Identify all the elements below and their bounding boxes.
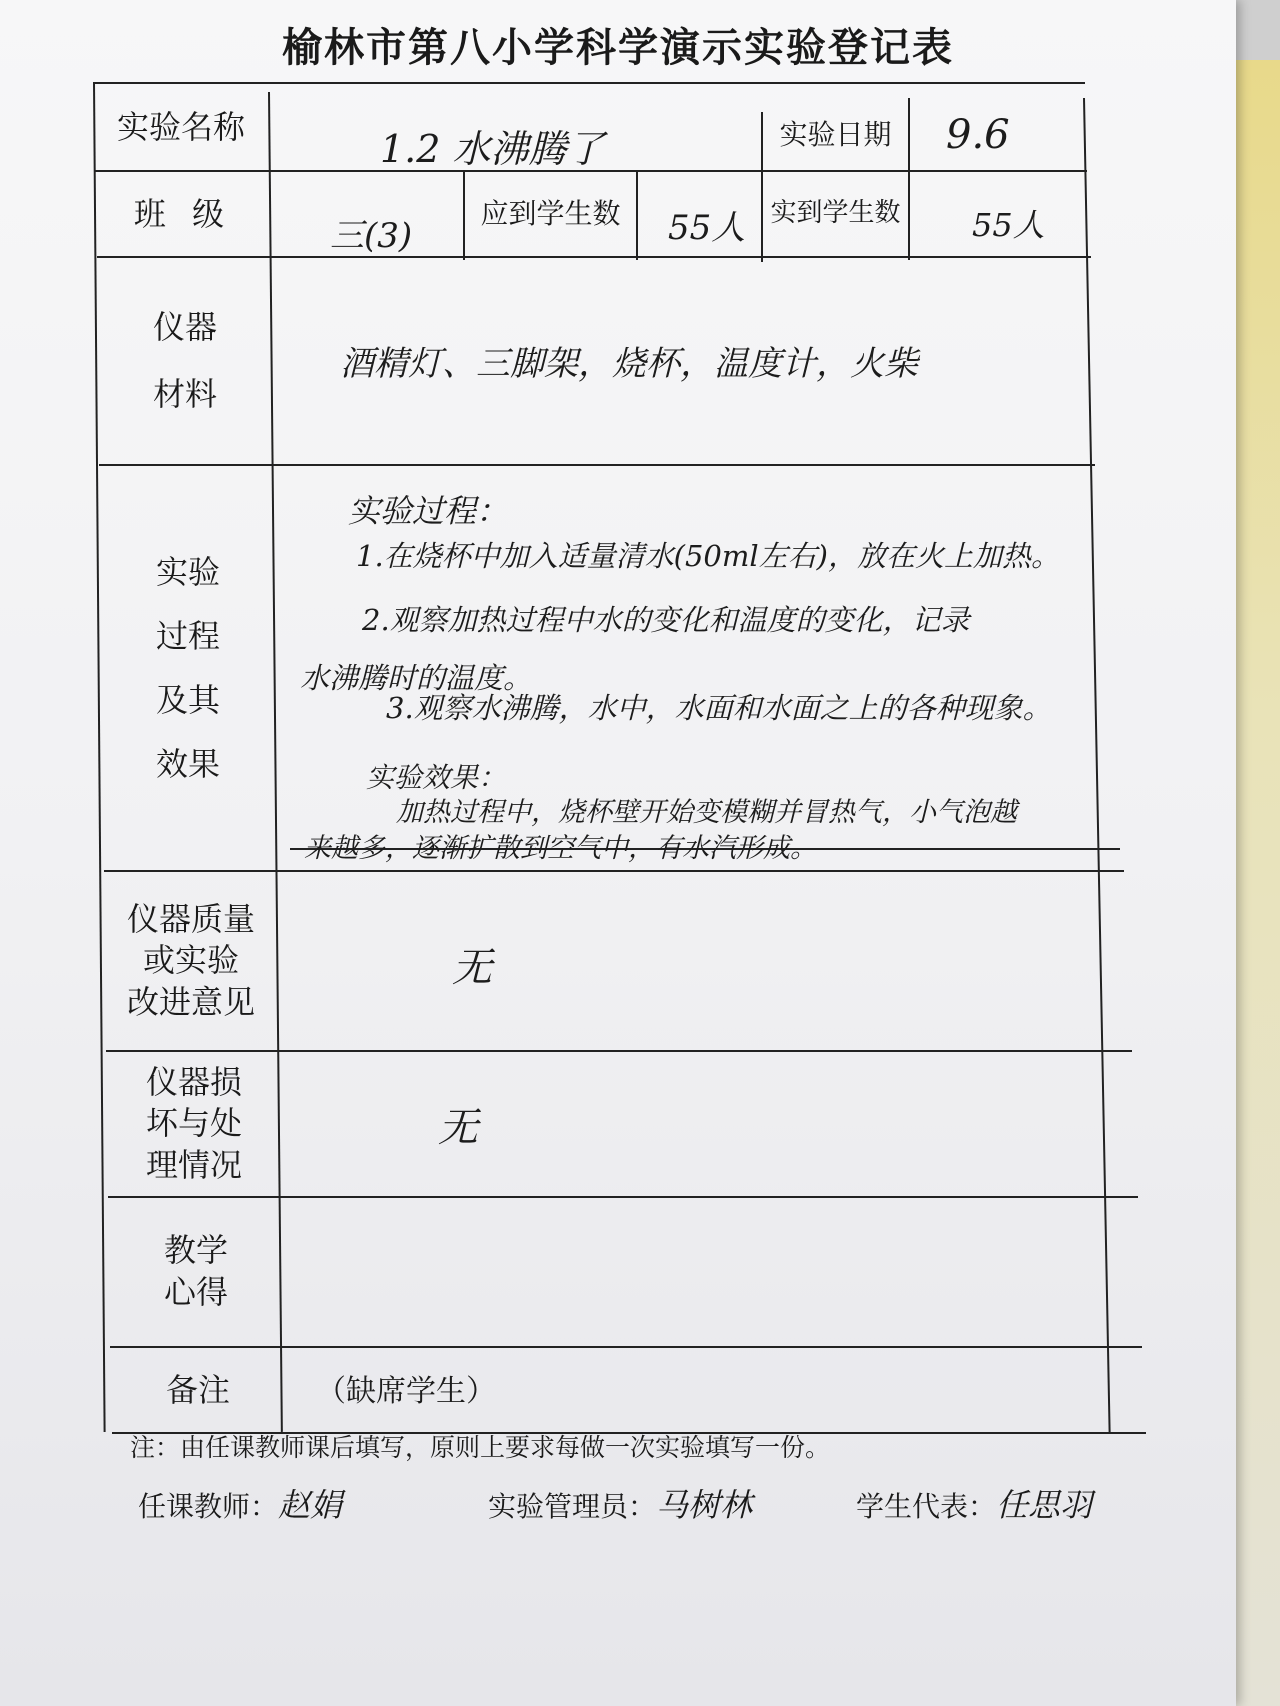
value-experiment-name: 1.2 水沸腾了 xyxy=(380,127,605,171)
process-step-3: 3.观察水沸腾，水中，水面和水面之上的各种现象。 xyxy=(386,691,1052,725)
process-step-2-continued: 水沸腾时的温度。 xyxy=(300,661,533,695)
label-expected-students: 应到学生数 xyxy=(480,196,621,230)
table-rule-vertical xyxy=(908,98,910,260)
form-title: 榆林市第八小学科学演示实验登记表 xyxy=(282,25,954,71)
signature-teacher xyxy=(138,1480,342,1526)
student-rep-signature: 任思羽 xyxy=(996,1486,1093,1524)
effect-line-2: 来越多，逐渐扩散到空气中，有水汽形成。 xyxy=(304,833,817,864)
process-step-2: 2.观察加热过程中水的变化和温度的变化，记录 xyxy=(362,603,970,637)
student-rep-label: 学生代表： xyxy=(856,1490,997,1523)
effect-heading: 实验效果： xyxy=(366,761,507,794)
value-remarks: （缺席学生） xyxy=(316,1374,496,1409)
process-step-1: 1.在烧杯中加入适量清水(50ml左右)，放在火上加热。 xyxy=(356,539,1060,573)
value-improvement: 无 xyxy=(452,945,492,991)
label-improvement: 仪器质量 或实验 改进意见 xyxy=(126,899,255,1021)
label-damage: 仪器损 坏与处 理情况 xyxy=(145,1062,242,1184)
value-actual-students: 55人 xyxy=(972,206,1045,244)
label-actual-students: 实到学生数 xyxy=(770,198,901,229)
lab-admin-label: 实验管理员： xyxy=(488,1490,657,1523)
signature-student-rep xyxy=(856,1480,1092,1526)
label-equipment: 仪器 材料 xyxy=(152,307,217,413)
teacher-signature: 赵娟 xyxy=(278,1486,343,1524)
lab-admin-signature: 马树林 xyxy=(656,1486,753,1524)
effect-line-1: 加热过程中，烧杯壁开始变模糊并冒热气，小气泡越 xyxy=(396,797,1017,828)
process-heading: 实验过程： xyxy=(348,492,509,530)
signature-lab-admin xyxy=(488,1480,752,1526)
value-experiment-date: 9.6 xyxy=(946,112,1010,158)
label-process: 实验 过程 及其 效果 xyxy=(155,553,220,783)
label-reflection: 教学 心得 xyxy=(163,1231,228,1311)
label-experiment-date: 实验日期 xyxy=(779,117,892,151)
value-equipment: 酒精灯、三脚架，烧杯，温度计，火柴 xyxy=(340,344,918,384)
label-experiment-name: 实验名称 xyxy=(116,107,245,146)
table-rule-vertical xyxy=(636,172,638,260)
label-class: 班 级 xyxy=(133,194,233,233)
form-footnote: 注：由任课教师课后填写，原则上要求每做一次实验填写一份。 xyxy=(130,1433,831,1462)
table-border-right xyxy=(1083,98,1111,1434)
value-damage: 无 xyxy=(438,1105,478,1151)
value-class: 三(3) xyxy=(330,216,413,256)
value-expected-students: 55人 xyxy=(668,208,746,248)
label-remarks: 备注 xyxy=(165,1370,230,1409)
teacher-label: 任课教师： xyxy=(138,1490,279,1523)
